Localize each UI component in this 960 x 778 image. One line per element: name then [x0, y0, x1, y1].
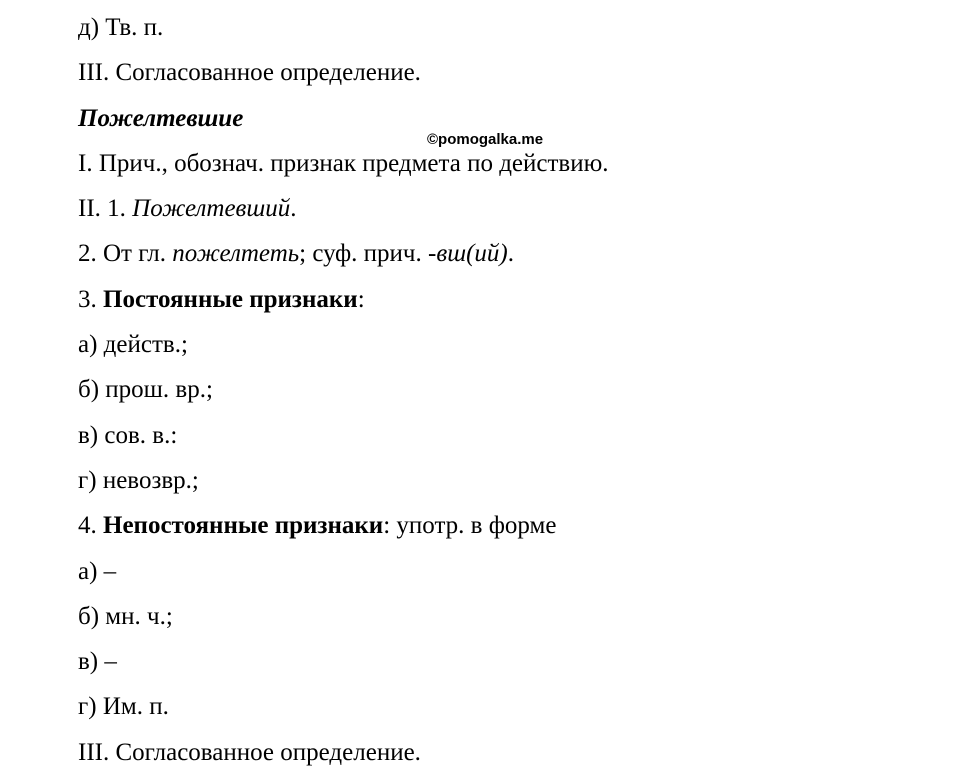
text-segment: 2. От гл. — [78, 240, 173, 268]
italic-word: пожелтеть — [172, 240, 300, 268]
text-line: III. Согласованное определение. — [78, 59, 421, 87]
bold-label: Постоянные признаки — [103, 285, 358, 313]
text-segment: : — [357, 285, 365, 313]
text-line: б) прош. вр.; — [78, 376, 213, 404]
bold-label: Непостоянные признаки — [103, 512, 384, 540]
text-line: г) Им. п. — [78, 693, 169, 721]
text-line: б) мн. ч.; — [78, 602, 173, 630]
text-segment: : употр. в форме — [383, 512, 557, 540]
text-line: а) действ.; — [78, 331, 188, 359]
text-line: а) – — [78, 557, 117, 585]
text-line: в) сов. в.: — [78, 421, 178, 449]
text-segment: 3. — [78, 285, 103, 313]
text-line — [78, 189, 938, 234]
watermark: ©pomogalka.me — [427, 131, 544, 148]
text-line — [78, 234, 938, 279]
text-segment: ; суф. прич. - — [299, 240, 437, 268]
text-line: д) Тв. п. — [78, 14, 164, 41]
text-segment: 4. — [78, 512, 103, 540]
text-line: г) невозвр.; — [78, 466, 199, 494]
text-segment: . — [290, 195, 297, 223]
italic-suffix: вш(ий) — [436, 240, 508, 268]
heading-word: Пожелтевшие — [78, 104, 244, 132]
text-line — [78, 280, 938, 325]
text-line — [78, 506, 938, 551]
text-line: I. Прич., обознач. признак предмета по действию. — [78, 149, 609, 177]
text-line: в) – — [78, 648, 117, 676]
text-segment: II. 1. — [78, 195, 133, 223]
text-segment: . — [507, 240, 514, 268]
document-body — [78, 8, 938, 778]
italic-word: Пожелтевший — [132, 195, 291, 223]
text-line: III. Согласованное определение. — [78, 738, 421, 766]
